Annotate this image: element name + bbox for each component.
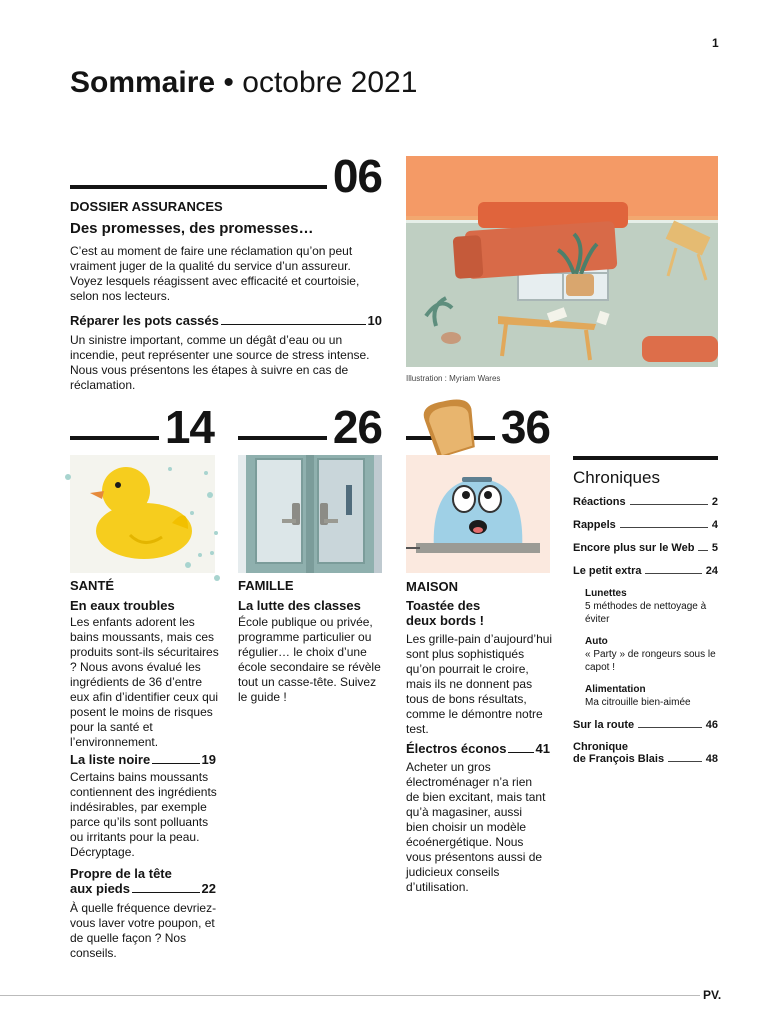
sante-sub1-body: Certains bains moussants contiennent des ingrédients indésirables, par exemple parce qu’ils sont polluants ou irritants pour la peau. Décryptage.: [70, 770, 217, 859]
footer-rule: [0, 995, 700, 996]
chroniques-panel: [573, 456, 718, 765]
divider: [70, 436, 159, 440]
leader-line: [645, 573, 701, 574]
chroniques-title: Chroniques: [573, 468, 660, 487]
dossier-category: DOSSIER ASSURANCES: [70, 199, 223, 214]
illustration-credit: Illustration : Myriam Wares: [406, 374, 501, 383]
page-number: 1: [712, 36, 719, 50]
chronique-label: Le petit extra: [573, 565, 642, 577]
chronique-item-rappels[interactable]: [573, 519, 718, 531]
famille-body: École publique ou privée, programme particulier ou régulier… le choix d’une école secondaire se révèle tout un casse-tête. Suivez le guide !: [238, 615, 381, 704]
maison-body: Les grille-pain d’aujourd’hui sont plus sophistiqués qu’on pourrait le croire, mais ils ne donnent pas tous de bons résultats, comme le démontre notre test.: [406, 632, 553, 736]
chronique-page: 24: [705, 565, 718, 577]
extra-text: 5 méthodes de nettoyage à éviter: [585, 601, 707, 625]
chronique-label-line1: [573, 741, 718, 753]
leader-line: [221, 324, 366, 325]
dossier-sub-title: Réparer les pots cassés: [70, 313, 219, 328]
sante-headline[interactable]: En eaux troubles: [70, 598, 175, 613]
title-sommaire: Sommaire: [70, 66, 216, 99]
chronique-page: 2: [711, 496, 718, 508]
chronique-label-line2: [573, 753, 718, 765]
toaster-character-illustration: [406, 455, 550, 573]
extra-auto[interactable]: [585, 635, 718, 674]
leader-line: [620, 527, 708, 528]
chronique-label: Rappels: [573, 519, 616, 531]
famille-category: FAMILLE: [238, 578, 294, 593]
sante-sub1-entry[interactable]: [70, 752, 216, 767]
leader-line: [630, 504, 708, 505]
famille-headline[interactable]: La lutte des classes: [238, 598, 361, 613]
chronique-page: 4: [711, 519, 718, 531]
extra-text: Ma citrouille bien-aimée: [585, 697, 691, 708]
famille-number-row: [238, 401, 382, 453]
maison-sub-body: Acheter un gros électroménager n’a rien de bien excitant, mais tant qu’à magasiner, aussi bien choisir un modèle écoénergétique. Nous vous présentons aussi de judicieux conseils d’utilisation.: [406, 760, 546, 894]
extra-head: Alimentation: [585, 684, 646, 695]
sante-sub2-title-line2: aux pieds: [70, 881, 130, 896]
maison-headline[interactable]: [406, 598, 484, 628]
chronique-label: Chronique: [573, 741, 628, 753]
school-doors-photo: [238, 455, 382, 573]
dossier-sub-entry[interactable]: [70, 313, 382, 328]
maison-headline-line1: Toastée des: [406, 598, 481, 613]
divider: [238, 436, 327, 440]
sante-sub1-title: La liste noire: [70, 752, 151, 767]
sante-sub2-title-line1: Propre de la tête: [70, 866, 172, 881]
chronique-label: de François Blais: [573, 753, 665, 765]
leader-line: [508, 752, 533, 753]
maison-headline-line2: deux bords !: [406, 613, 485, 628]
chronique-item-petit-extra[interactable]: [573, 565, 718, 577]
chronique-item-francois-blais[interactable]: [573, 741, 718, 765]
leader-line: [698, 550, 707, 551]
maison-sub-entry[interactable]: [406, 741, 550, 756]
leader-line: [132, 892, 200, 893]
maison-category: MAISON: [406, 579, 458, 594]
leader-line: [638, 727, 702, 728]
famille-page-number[interactable]: 26: [332, 401, 382, 453]
sante-category: SANTÉ: [70, 578, 115, 593]
chronique-item-reactions[interactable]: [573, 496, 718, 508]
extra-head: Auto: [585, 636, 608, 647]
chronique-item-route[interactable]: [573, 719, 718, 731]
chronique-page: 48: [705, 753, 718, 765]
chronique-page: 46: [705, 719, 718, 731]
maison-sub-title: Électros éconos: [406, 741, 507, 756]
sante-sub2-body: À quelle fréquence devriez-vous laver votre poupon, et de quelle façon ? Nos conseils.: [70, 901, 217, 960]
chronique-label: Réactions: [573, 496, 626, 508]
dossier-sub-body: Un sinistre important, comme un dégât d’eau ou un incendie, peut représenter une source de stress intense. Nous vous présentons les étapes à suivre en cas de réclamation.: [70, 333, 370, 392]
title-bullet: •: [223, 66, 234, 99]
chronique-item-web[interactable]: [573, 542, 718, 554]
maison-page-number[interactable]: 36: [500, 401, 550, 453]
sante-sub2-entry[interactable]: [70, 866, 216, 896]
flooded-living-room-illustration: [406, 156, 718, 367]
toast-slice-icon: [419, 394, 485, 458]
sante-body: Les enfants adorent les bains moussants, mais ces produits sont-ils sécuritaires ? Nous avons évalué les ingrédients de 36 d’entre eux afin d’identifier ceux qui posent le moins de risques pour la santé et l’environnement.: [70, 615, 219, 749]
chronique-page: 5: [711, 542, 718, 554]
sante-number-row: [70, 401, 214, 453]
dossier-page-number[interactable]: 06: [332, 150, 382, 202]
pv-logo: PV.: [703, 988, 722, 1002]
extra-text: « Party » de rongeurs sous le capot !: [585, 649, 716, 673]
chronique-label: Encore plus sur le Web: [573, 542, 695, 554]
extra-head: Lunettes: [585, 588, 627, 599]
extra-alimentation[interactable]: [585, 683, 718, 709]
leader-line: [668, 761, 702, 762]
leader-line: [152, 763, 199, 764]
page-title: [70, 66, 417, 100]
maison-sub-page: 41: [535, 741, 550, 756]
sante-sub1-page: 19: [201, 752, 216, 767]
rubber-duck-illustration: [60, 455, 220, 583]
title-date: octobre 2021: [242, 66, 418, 99]
sante-sub2-page: 22: [201, 881, 216, 896]
dossier-number-row: [70, 150, 382, 202]
chronique-label: Sur la route: [573, 719, 635, 731]
dossier-body: C’est au moment de faire une réclamation qu’on peut vraiment juger de la qualité du service d’un assureur. Voyez lesquels réagissent avec efficacité et courtoisie, selon nos lecteurs.: [70, 244, 360, 303]
dossier-headline[interactable]: Des promesses, des promesses…: [70, 220, 314, 237]
sante-page-number[interactable]: 14: [164, 401, 214, 453]
extra-lunettes[interactable]: [585, 587, 718, 626]
dossier-sub-page: 10: [367, 313, 382, 328]
divider: [70, 185, 327, 189]
